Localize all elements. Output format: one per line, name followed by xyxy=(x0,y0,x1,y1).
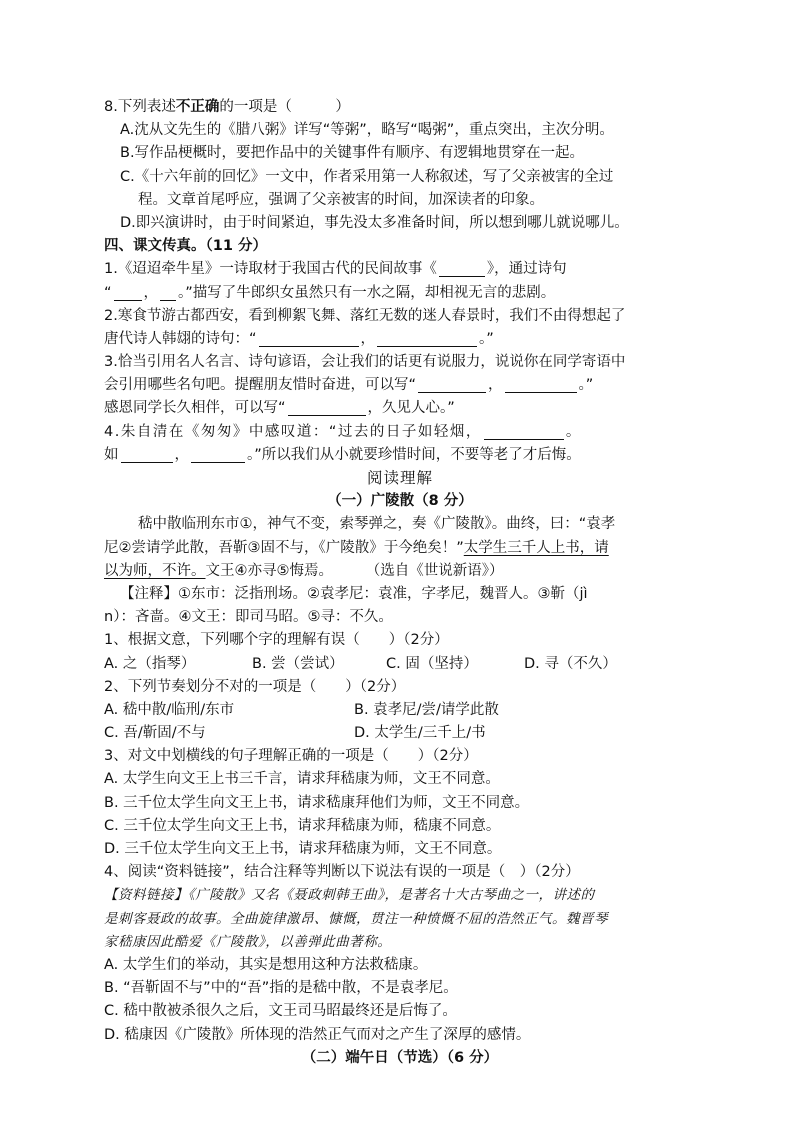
rq3-stem: 3、对文中划横线的句子理解正确的一项是（ ）（2分） xyxy=(104,748,478,765)
answer-blank[interactable] xyxy=(121,447,173,463)
passage-text-end: 文王④亦寻⑤悔焉。 xyxy=(205,562,333,579)
rq2-options-row-1 xyxy=(104,699,696,722)
s4-item3-text: 会引用哪些名句吧。提醒朋友惜时奋进，可以写“ xyxy=(104,377,417,394)
reading-subtitle-2: （二）端午日（节选）（6 分） xyxy=(301,1049,499,1066)
s4-item1-line1 xyxy=(104,258,696,281)
passage-line-3 xyxy=(104,560,696,583)
answer-blank[interactable] xyxy=(484,424,564,440)
answer-blank[interactable] xyxy=(418,377,486,393)
rq1-stem: 1、根据文意，下列哪个字的理解有误（ ）（2分） xyxy=(104,632,449,649)
s4-item1-quote-open: “ xyxy=(104,284,112,301)
passage-line-1: 嵇中散临刑东市①，神气不变，索琴弹之，奏《广陵散》。曲终，曰：“袁孝 xyxy=(138,516,616,533)
answer-blank[interactable] xyxy=(114,285,142,301)
s4-item1-comma: ， xyxy=(143,284,159,301)
rq1-option-d: D. 寻（不久） xyxy=(524,655,617,672)
s4-item4-comma: ， xyxy=(174,446,189,463)
section-4-heading: 四、课文传真。（11 分） xyxy=(104,238,267,255)
rq4-option-c: C. 嵇中散被杀很久之后，文王司马昭最终还是后悔了。 xyxy=(104,1003,457,1020)
underlined-sentence-end: 以为师，不许。 xyxy=(104,562,206,579)
s4-item2-end: 。” xyxy=(479,330,494,347)
rq4-stem: 4、阅读“资料链接”，结合注释等判断以下说法有误的一项是（ ）（2分） xyxy=(104,864,580,881)
rq2-option-b: B. 袁孝尼/尝/请学此散 xyxy=(354,701,499,718)
passage-text: 尼②尝请学此散，吾靳③固不与，《广陵散》于今绝矣！” xyxy=(104,539,464,556)
s4-item4-line2 xyxy=(104,444,696,467)
rq1-option-b: B. 尝（尝试） xyxy=(252,655,344,672)
s4-item2-line2 xyxy=(104,328,696,351)
s4-item3-line1: 3.恰当引用名人名言、诗句谚语，会让我们的话更有说服力，说说你在同学寄语中 xyxy=(104,354,626,371)
rq2-option-c: C. 吾/靳固/不与 xyxy=(104,725,206,742)
s4-item3-end-2: ，久见人心。” xyxy=(367,400,455,417)
exam-page xyxy=(104,96,696,1070)
q8-stem-post: 的一项是（ ） xyxy=(219,99,350,115)
s4-item4-text-2: 如 xyxy=(104,446,119,463)
rq3-option-a: A. 太学生向文王上书三千言，请求拜嵇康为师，文王不同意。 xyxy=(104,771,500,788)
rq3-option-c: C. 三千位太学生向文王上书，请求拜嵇康为师，嵇康不同意。 xyxy=(104,817,501,834)
rq4-option-a: A. 太学生们的举动，其实是想用这种方法救嵇康。 xyxy=(104,956,428,973)
q8-option-c-cont: 程。文章首尾呼应，强调了父亲被害的时间，加深读者的印象。 xyxy=(138,191,544,208)
rq3-option-b: B. 三千位太学生向文王上书，请求嵇康拜他们为师，文王不同意。 xyxy=(104,794,530,811)
rq1-options xyxy=(104,653,696,676)
q8-stem-bold: 不正确 xyxy=(175,99,220,115)
s4-item2-comma: ， xyxy=(360,330,376,347)
answer-blank[interactable] xyxy=(288,400,366,416)
s4-item2-line1: 2.寒食节游古都西安，看到柳絮飞舞、落红无数的迷人春景时，我们不由得想起了 xyxy=(104,307,626,324)
s4-item4-line1 xyxy=(104,421,696,444)
rq2-options-row-2 xyxy=(104,722,696,745)
underlined-sentence: 太学生三千人上书，请 xyxy=(463,539,609,556)
s4-item1-text-2: 。”描写了牛郎织女虽然只有一水之隔，却相视无言的悲剧。 xyxy=(178,284,556,301)
s4-item1-text-end: 》，通过诗句 xyxy=(486,261,567,278)
q8-option-d: D.即兴演讲时，由于时间紧迫，事先没太多准备时间，所以想到哪儿就说哪儿。 xyxy=(120,214,629,231)
rq4-option-b: B. “吾靳固不与”中的“吾”指的是嵇中散，不是袁孝尼。 xyxy=(104,980,458,997)
s4-item4-end: 。”所以我们从小就要珍惜时间，不要等老了才后悔。 xyxy=(247,446,581,463)
s4-item3-line3 xyxy=(104,397,696,420)
notes-line-1: 【注释】①东市：泛指刑场。②袁孝尼：袁准，字孝尼，魏晋人。③靳（jì xyxy=(120,585,588,602)
answer-blank[interactable] xyxy=(160,285,176,301)
answer-blank[interactable] xyxy=(191,447,245,463)
rq4-option-d: D. 嵇康因《广陵散》所体现的浩然正气而对之产生了深厚的感情。 xyxy=(104,1026,531,1043)
reading-subtitle-1: （一）广陵散（8 分） xyxy=(327,493,473,510)
s4-item4-period: 。 xyxy=(565,423,581,440)
answer-blank[interactable] xyxy=(439,261,485,277)
s4-item4-text: 4.朱自清在《匆匆》中感叹道：“过去的日子如轻烟， xyxy=(104,423,482,440)
resource-link-line-2: 是刺客聂政的故事。全曲旋律激昂、慷慨，贯注一种愤慨不屈的浩然正气。魏晋琴 xyxy=(104,910,608,927)
rq2-option-d: D. 太学生/三千上/书 xyxy=(354,725,486,742)
rq1-option-a: A. 之（指琴） xyxy=(104,655,196,672)
s4-item3-line2 xyxy=(104,374,696,397)
s4-item1-line2 xyxy=(104,282,696,305)
rq2-option-a: A. 嵇中散/临刑/东市 xyxy=(104,701,235,718)
answer-blank[interactable] xyxy=(505,377,577,393)
q8-option-c: C.《十六年前的回忆》一文中，作者采用第一人称叙述，写了父亲被害的全过 xyxy=(120,168,614,185)
q8-option-b: B.写作品梗概时，要把作品中的关键事件有顺序、有逻辑地贯穿在一起。 xyxy=(120,145,585,162)
answer-blank[interactable] xyxy=(259,331,359,347)
reading-title: 阅读理解 xyxy=(366,469,433,487)
s4-item1-text: 1.《迢迢牵牛星》一诗取材于我国古代的民间故事《 xyxy=(104,261,437,278)
rq1-option-c: C. 固（坚持） xyxy=(386,655,478,672)
q8-stem-pre: 8.下列表述 xyxy=(104,99,176,115)
resource-link-line-3: 家嵇康因此酷爱《广陵散》，以善弹此曲著称。 xyxy=(104,933,392,950)
passage-source: （选自《世说新语》） xyxy=(373,562,504,579)
s4-item2-text: 唐代诗人韩翃的诗句：“ xyxy=(104,330,257,347)
answer-blank[interactable] xyxy=(377,331,477,347)
passage-line-2 xyxy=(104,537,696,560)
q8-option-a: A.沈从文先生的《腊八粥》详写“等粥”，略写“喝粥”，重点突出，主次分明。 xyxy=(120,122,614,139)
rq3-option-d: D. 三千位太学生向文王上书，请求拜嵇康为师，文王不同意。 xyxy=(104,841,502,857)
notes-line-2: n）：吝啬。④文王：即司马昭。⑤寻：不久。 xyxy=(104,609,393,626)
s4-item3-end: 。” xyxy=(578,377,594,394)
rq2-stem: 2、下列节奏划分不对的一项是（ ）（2分） xyxy=(104,678,406,695)
q8-stem xyxy=(104,96,696,119)
resource-link-line-1: 【资料链接】《广陵散》又名《聂政刺韩王曲》，是著名十大古琴曲之一，讲述的 xyxy=(104,887,595,904)
s4-item3-text-2: 感恩同学长久相伴，可以写“ xyxy=(104,400,286,417)
s4-item3-comma: ， xyxy=(488,377,503,394)
